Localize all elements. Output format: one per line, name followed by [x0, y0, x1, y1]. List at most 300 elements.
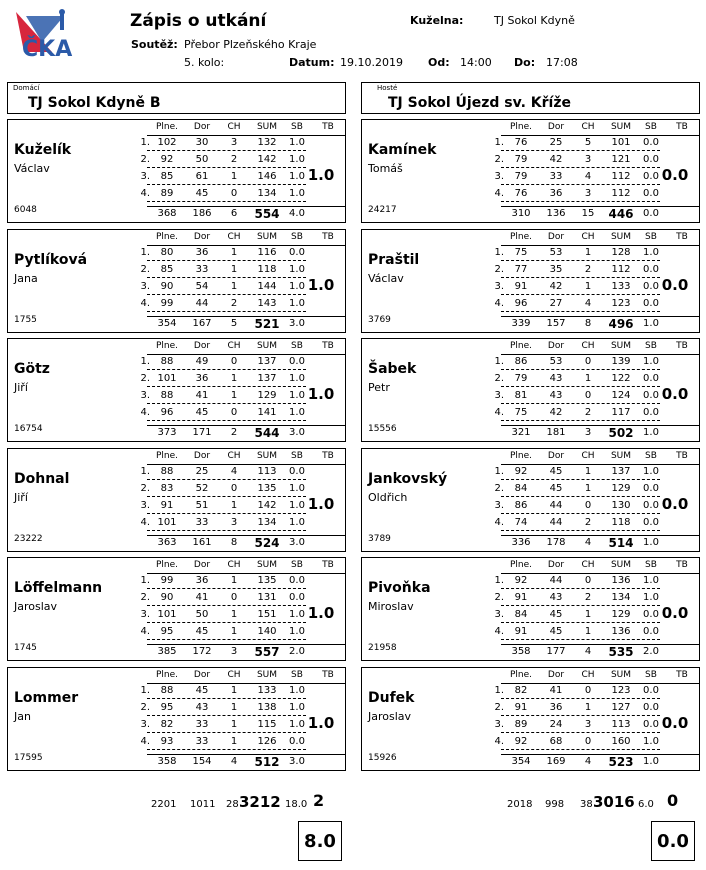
row-underline	[147, 749, 306, 750]
row-cell: 0	[230, 356, 238, 368]
throw-row	[8, 188, 347, 204]
column-header: TB	[322, 560, 334, 571]
column-header: SB	[291, 560, 303, 571]
column-header: TB	[322, 122, 334, 132]
row-cell: 2	[230, 297, 238, 309]
row-cell: 52	[195, 482, 209, 494]
row-number: 4.	[494, 626, 504, 638]
throw-row	[362, 154, 701, 170]
player-firstname: Oldřich	[368, 490, 408, 504]
row-number: 3.	[140, 719, 150, 730]
row-number: 3.	[494, 280, 504, 292]
row-cell: 0.0	[643, 137, 659, 148]
player-surname: Lommer	[14, 690, 79, 706]
row-cell: 1	[230, 263, 238, 275]
row-cell: 1	[584, 482, 592, 494]
row-cell: 1	[584, 609, 592, 621]
row-cell: 1.0	[289, 188, 305, 199]
row-cell: 84	[514, 609, 528, 621]
kuzelna-label: Kuželna:	[410, 14, 464, 27]
row-cell: 3	[584, 188, 592, 199]
throw-row	[8, 483, 347, 499]
player-id: 1755	[14, 314, 37, 325]
row-number: 1.	[140, 575, 150, 587]
datum-value: 19.10.2019	[340, 56, 403, 69]
row-cell: 144	[257, 280, 277, 292]
row-cell: 24	[549, 719, 563, 730]
row-cell: 1	[230, 702, 238, 713]
row-cell: 139	[611, 356, 631, 368]
row-cell: 134	[257, 516, 277, 528]
column-header: SB	[291, 450, 303, 461]
column-header: SB	[645, 231, 657, 242]
throw-row	[362, 719, 701, 735]
row-cell: 35	[549, 263, 563, 275]
throw-row	[362, 356, 701, 372]
column-header: SUM	[256, 560, 278, 571]
column-header: Plne.	[509, 670, 533, 680]
do-label: Do:	[514, 56, 536, 69]
row-cell: 45	[195, 407, 209, 419]
row-cell: 41	[549, 685, 563, 696]
throw-row	[362, 592, 701, 608]
total-cell: 512	[254, 755, 280, 769]
row-underline	[501, 201, 660, 202]
od-value: 14:00	[460, 56, 492, 69]
column-header: Plne.	[509, 560, 533, 571]
row-number: 2.	[494, 702, 504, 713]
player-tb: 1.0	[307, 166, 335, 184]
row-cell: 90	[160, 280, 174, 292]
row-cell: 0	[230, 407, 238, 419]
player-id: 3769	[368, 314, 391, 325]
row-cell: 1.0	[289, 280, 305, 292]
total-cell: 3.0	[289, 756, 305, 767]
row-cell: 101	[157, 609, 177, 621]
header-rule	[501, 683, 700, 684]
total-cell: 6	[230, 208, 238, 219]
row-cell: 129	[611, 609, 631, 621]
row-number: 3.	[494, 609, 504, 621]
row-cell: 4	[230, 465, 238, 477]
row-cell: 33	[195, 736, 209, 747]
away-total-tb: 0	[667, 791, 679, 810]
row-cell: 146	[257, 171, 277, 182]
row-cell: 91	[160, 499, 174, 511]
column-header: Dor	[547, 341, 565, 352]
row-underline	[501, 639, 660, 640]
row-cell: 0.0	[643, 482, 659, 494]
row-cell: 1.0	[289, 719, 305, 730]
column-header: Plne.	[509, 231, 533, 242]
row-cell: 0.0	[289, 356, 305, 368]
do-value: 17:08	[546, 56, 578, 69]
row-cell: 3	[230, 516, 238, 528]
column-header: TB	[676, 450, 688, 461]
column-header: CH	[227, 670, 241, 680]
total-row	[8, 427, 347, 443]
row-cell: 0.0	[289, 246, 305, 258]
player-tb: 0.0	[661, 494, 689, 513]
column-header: Plne.	[155, 122, 179, 132]
row-cell: 143	[257, 297, 277, 309]
player-firstname: Václav	[14, 162, 50, 175]
row-underline	[147, 496, 306, 497]
row-cell: 0	[584, 575, 592, 587]
row-cell: 36	[195, 373, 209, 385]
row-underline	[147, 715, 306, 716]
player-firstname: Petr	[368, 381, 390, 395]
row-cell: 0.0	[643, 685, 659, 696]
row-cell: 1.0	[289, 499, 305, 511]
row-cell: 1.0	[289, 390, 305, 402]
row-underline	[501, 605, 660, 606]
header-rule	[501, 245, 700, 246]
header-rule	[501, 573, 700, 574]
throw-row	[8, 407, 347, 423]
row-number: 2.	[494, 592, 504, 604]
row-number: 3.	[140, 609, 150, 621]
row-underline	[501, 184, 660, 185]
total-cell: 502	[608, 426, 634, 441]
column-header: SB	[291, 341, 303, 352]
row-cell: 0	[230, 188, 238, 199]
row-number: 2.	[140, 373, 150, 385]
row-cell: 50	[195, 609, 209, 621]
total-cell: 5	[230, 317, 238, 329]
column-header: TB	[322, 341, 334, 352]
total-row	[8, 756, 347, 772]
column-header: CH	[227, 122, 241, 132]
row-underline	[147, 294, 306, 295]
total-cell: 172	[192, 646, 212, 658]
total-cell: 2.0	[289, 646, 305, 658]
row-cell: 1.0	[289, 154, 305, 165]
total-rule	[147, 644, 346, 645]
row-cell: 0.0	[643, 702, 659, 713]
row-underline	[147, 403, 306, 404]
row-cell: 0	[584, 736, 592, 747]
row-cell: 75	[514, 407, 528, 419]
row-number: 4.	[494, 188, 504, 199]
row-cell: 0	[584, 356, 592, 368]
row-cell: 79	[514, 154, 528, 165]
row-cell: 99	[160, 297, 174, 309]
throw-row	[362, 247, 701, 263]
row-cell: 80	[160, 246, 174, 258]
column-header: SUM	[256, 231, 278, 242]
column-header: Dor	[193, 670, 211, 680]
row-number: 3.	[140, 499, 150, 511]
row-number: 1.	[494, 137, 504, 148]
throw-row	[8, 171, 347, 187]
row-cell: 1	[230, 626, 238, 638]
row-underline	[501, 150, 660, 151]
row-cell: 137	[611, 465, 631, 477]
column-header: SB	[291, 122, 303, 132]
row-number: 4.	[140, 407, 150, 419]
row-cell: 121	[611, 154, 631, 165]
player-surname: Pivoňka	[368, 580, 431, 597]
row-cell: 44	[195, 297, 209, 309]
away-label: Hosté	[377, 84, 398, 92]
column-header: Dor	[193, 560, 211, 571]
row-cell: 1.0	[289, 482, 305, 494]
total-cell: 310	[511, 208, 531, 219]
total-cell: 0.0	[643, 208, 659, 219]
total-cell: 554	[254, 207, 280, 221]
throw-row	[362, 685, 701, 701]
row-underline	[147, 698, 306, 699]
row-cell: 1	[584, 280, 592, 292]
home-label: Domácí	[13, 84, 40, 92]
player-id: 21958	[368, 643, 397, 654]
column-header: Dor	[547, 450, 565, 461]
row-number: 3.	[494, 390, 504, 402]
player-firstname: Miroslav	[368, 600, 414, 614]
total-cell: 4.0	[289, 208, 305, 219]
total-cell: 496	[608, 316, 634, 331]
header-rule	[147, 573, 346, 574]
away-player-card	[361, 448, 700, 552]
row-cell: 1.0	[289, 297, 305, 309]
column-header: SB	[645, 450, 657, 461]
row-cell: 1.0	[289, 685, 305, 696]
throw-row	[362, 390, 701, 406]
row-cell: 1	[230, 390, 238, 402]
row-underline	[501, 496, 660, 497]
row-cell: 91	[514, 702, 528, 713]
total-cell: 358	[157, 756, 177, 767]
row-cell: 33	[195, 516, 209, 528]
row-cell: 129	[611, 482, 631, 494]
row-underline	[147, 622, 306, 623]
row-cell: 30	[195, 137, 209, 148]
player-tb: 1.0	[307, 275, 335, 294]
row-cell: 123	[611, 297, 631, 309]
player-tb: 1.0	[307, 604, 335, 623]
row-cell: 25	[195, 465, 209, 477]
total-row	[362, 208, 701, 224]
total-cell: 385	[157, 646, 177, 658]
row-cell: 122	[611, 373, 631, 385]
header-rule	[501, 354, 700, 355]
row-cell: 1.0	[289, 373, 305, 385]
column-header: Dor	[547, 231, 565, 242]
row-cell: 88	[160, 685, 174, 696]
row-cell: 134	[611, 592, 631, 604]
row-cell: 82	[160, 719, 174, 730]
row-number: 1.	[494, 575, 504, 587]
row-underline	[147, 588, 306, 589]
total-row	[362, 537, 701, 553]
cka-logo	[12, 8, 94, 64]
player-id: 6048	[14, 205, 37, 215]
row-cell: 79	[514, 373, 528, 385]
row-cell: 91	[514, 626, 528, 638]
row-cell: 1	[584, 373, 592, 385]
row-cell: 88	[160, 356, 174, 368]
throw-row	[362, 736, 701, 752]
row-cell: 3	[230, 137, 238, 148]
player-firstname: Tomáš	[368, 162, 403, 175]
total-cell: 169	[546, 756, 566, 767]
row-underline	[501, 386, 660, 387]
column-header: CH	[581, 231, 595, 242]
row-cell: 141	[257, 407, 277, 419]
row-cell: 93	[160, 736, 174, 747]
row-cell: 133	[611, 280, 631, 292]
row-cell: 4	[584, 297, 592, 309]
row-underline	[147, 732, 306, 733]
row-cell: 129	[257, 390, 277, 402]
row-cell: 118	[611, 516, 631, 528]
total-cell: 363	[157, 536, 177, 548]
column-header: SB	[645, 670, 657, 680]
total-cell: 186	[192, 208, 212, 219]
row-cell: 99	[160, 575, 174, 587]
row-underline	[147, 513, 306, 514]
column-header: CH	[227, 231, 241, 242]
row-cell: 151	[257, 609, 277, 621]
row-number: 1.	[140, 465, 150, 477]
row-cell: 92	[160, 154, 174, 165]
row-underline	[501, 311, 660, 312]
row-cell: 43	[549, 390, 563, 402]
column-header: SUM	[256, 341, 278, 352]
total-cell: 136	[546, 208, 566, 219]
home-player-card	[7, 119, 346, 223]
row-cell: 133	[257, 685, 277, 696]
row-cell: 88	[160, 390, 174, 402]
total-rule	[147, 425, 346, 426]
row-cell: 44	[549, 499, 563, 511]
row-cell: 0.0	[643, 263, 659, 275]
row-cell: 0	[230, 592, 238, 604]
home-player-card	[7, 557, 346, 661]
row-number: 4.	[494, 297, 504, 309]
throw-row	[362, 517, 701, 533]
total-cell: 177	[546, 646, 566, 658]
player-firstname: Jaroslav	[14, 600, 58, 614]
row-cell: 44	[549, 516, 563, 528]
row-underline	[147, 311, 306, 312]
total-cell: 3.0	[289, 317, 305, 329]
away-player-card	[361, 229, 700, 333]
row-number: 3.	[140, 280, 150, 292]
player-id: 17595	[14, 753, 43, 763]
player-tb: 0.0	[661, 385, 689, 404]
row-cell: 1.0	[643, 246, 659, 258]
row-cell: 43	[195, 702, 209, 713]
row-underline	[147, 167, 306, 168]
throw-row	[362, 626, 701, 642]
row-underline	[147, 277, 306, 278]
row-cell: 96	[514, 297, 528, 309]
total-cell: 535	[608, 645, 634, 660]
player-tb: 1.0	[307, 494, 335, 513]
row-number: 1.	[140, 246, 150, 258]
column-header: SUM	[610, 341, 632, 352]
home-total-plne: 2201	[151, 799, 177, 810]
away-total-dor: 998	[545, 799, 565, 810]
total-cell: 524	[254, 535, 280, 550]
row-cell: 33	[195, 263, 209, 275]
player-firstname: Jan	[14, 710, 31, 723]
row-number: 2.	[494, 154, 504, 165]
away-team-box	[361, 82, 700, 114]
player-surname: Jankovský	[368, 470, 448, 487]
throw-row	[362, 264, 701, 280]
row-cell: 160	[611, 736, 631, 747]
soutez-value: Přebor Plzeňského Kraje	[184, 38, 317, 51]
row-number: 3.	[494, 171, 504, 182]
row-cell: 142	[257, 499, 277, 511]
header-rule	[147, 464, 346, 465]
away-total-ch: 38	[580, 799, 593, 810]
row-cell: 137	[257, 373, 277, 385]
total-cell: 4	[584, 646, 592, 658]
throw-row	[8, 592, 347, 608]
row-cell: 1	[230, 499, 238, 511]
column-header: Dor	[547, 122, 565, 132]
row-underline	[501, 294, 660, 295]
row-underline	[501, 420, 660, 421]
row-number: 3.	[140, 171, 150, 182]
row-cell: 45	[195, 685, 209, 696]
row-cell: 4	[584, 171, 592, 182]
total-rule	[501, 206, 700, 207]
column-header: SUM	[610, 670, 632, 680]
row-cell: 140	[257, 626, 277, 638]
row-cell: 130	[611, 499, 631, 511]
row-cell: 0.0	[643, 154, 659, 165]
column-header: CH	[581, 341, 595, 352]
row-cell: 0.0	[643, 188, 659, 199]
row-number: 4.	[140, 188, 150, 199]
column-header: SUM	[610, 231, 632, 242]
row-underline	[501, 403, 660, 404]
total-cell: 354	[511, 756, 531, 767]
column-header: TB	[676, 122, 688, 132]
total-cell: 15	[581, 208, 595, 219]
throw-row	[362, 702, 701, 718]
total-cell: 368	[157, 208, 177, 219]
column-header: TB	[676, 670, 688, 680]
row-cell: 41	[195, 390, 209, 402]
column-header: CH	[227, 450, 241, 461]
column-header: TB	[676, 231, 688, 242]
total-rule	[501, 644, 700, 645]
column-header: SUM	[610, 122, 632, 132]
header-rule	[147, 245, 346, 246]
throw-row	[362, 500, 701, 516]
total-cell: 1.0	[643, 756, 659, 767]
row-underline	[501, 513, 660, 514]
player-firstname: Jaroslav	[368, 710, 412, 723]
player-tb: 1.0	[307, 714, 335, 732]
column-header: SB	[645, 122, 657, 132]
row-number: 3.	[140, 390, 150, 402]
column-header: Plne.	[155, 450, 179, 461]
total-cell: 8	[230, 536, 238, 548]
row-cell: 1	[230, 719, 238, 730]
row-cell: 1	[230, 609, 238, 621]
row-cell: 1.0	[643, 465, 659, 477]
home-total-dor: 1011	[190, 799, 216, 810]
row-cell: 89	[514, 719, 528, 730]
player-firstname: Jiří	[14, 490, 28, 504]
